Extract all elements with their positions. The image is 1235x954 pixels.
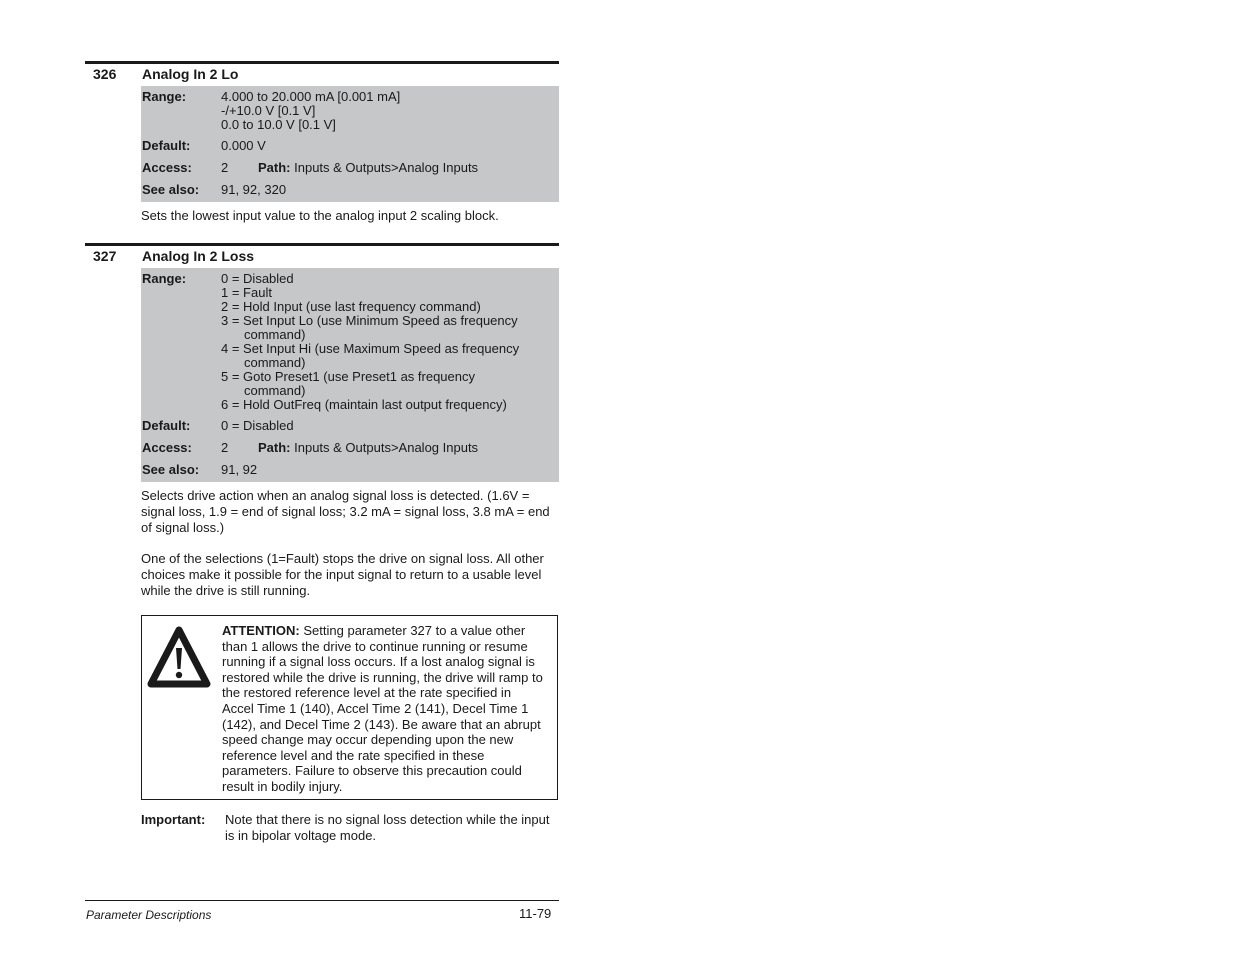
warning-triangle-icon (145, 624, 213, 690)
range-line: 4 = Set Input Hi (use Maximum Speed as frequency (221, 341, 520, 356)
path-label: Path: (258, 440, 291, 455)
attention-text (222, 623, 544, 795)
range-line: 1 = Fault (221, 285, 272, 300)
page-number: 11-79 (519, 906, 552, 921)
param-name: Analog In 2 Lo (142, 66, 239, 82)
default-label: Default: (142, 138, 191, 153)
attention-body: Setting parameter 327 to a value other than 1 allows the drive to continue running or resume running if a signal loss occurs. If a lost analog signal is restored while the drive is running, the drive will ramp to the restored reference level at the rate specified in Accel Time 1 (140), Accel Time 2 (141), Decel Time 1 (142), and Decel Time 2 (143). Be aware that an abrupt speed change may occur depending upon the new reference level and the rate specified in these parameters. Failure to observe this precaution could result in bodily injury. (222, 623, 543, 794)
range-line: 6 = Hold OutFreq (maintain last output frequency) (221, 397, 507, 412)
default-label: Default: (142, 418, 191, 433)
range-line: 3 = Set Input Lo (use Minimum Speed as frequency (221, 313, 518, 328)
range-line: 0 = Disabled (221, 271, 294, 286)
seealso-label: See also: (142, 182, 200, 197)
access-value: 2 (221, 440, 229, 455)
param-number: 327 (93, 248, 117, 264)
attention-heading: ATTENTION: (222, 623, 300, 638)
range-values (221, 90, 400, 132)
param-name: Analog In 2 Loss (142, 248, 255, 264)
param-number: 326 (93, 66, 117, 82)
range-line: command) (244, 327, 306, 342)
default-value: 0.000 V (221, 138, 266, 153)
seealso-label: See also: (142, 462, 200, 477)
access-value: 2 (221, 160, 229, 175)
range-label: Range: (142, 89, 187, 104)
section-rule-327 (85, 243, 559, 246)
access-label: Access: (142, 440, 192, 455)
param-description: Sets the lowest input value to the analog input 2 scaling block. (141, 208, 499, 223)
seealso-value: 91, 92 (221, 462, 258, 477)
path-value: Inputs & Outputs>Analog Inputs (294, 440, 479, 455)
param-description: Selects drive action when an analog signal loss is detected. (1.6V = signal loss, 1.9 = end of signal loss; 3.2 mA = signal loss, 3.8 mA = end of signal loss.) (141, 488, 550, 535)
footer-rule (85, 900, 559, 901)
range-line: 5 = Goto Preset1 (use Preset1 as frequency (221, 369, 476, 384)
footer-section-title: Parameter Descriptions (86, 908, 212, 922)
default-value: 0 = Disabled (221, 418, 294, 433)
range-line: 2 = Hold Input (use last frequency command) (221, 299, 481, 314)
access-label: Access: (142, 160, 192, 175)
path (258, 441, 478, 455)
range-line: 0.0 to 10.0 V [0.1 V] (221, 117, 336, 132)
range-label: Range: (142, 271, 187, 286)
range-line: command) (244, 383, 306, 398)
range-line: 4.000 to 20.000 mA [0.001 mA] (221, 89, 401, 104)
important-text: Note that there is no signal loss detection while the input is in bipolar voltage mode. (225, 812, 550, 843)
range-values (221, 272, 519, 412)
path-label: Path: (258, 160, 291, 175)
range-line: command) (244, 355, 306, 370)
seealso-value: 91, 92, 320 (221, 182, 287, 197)
range-line: -/+10.0 V [0.1 V] (221, 103, 316, 118)
important-label: Important: (141, 812, 206, 827)
path (258, 161, 478, 175)
param-description: One of the selections (1=Fault) stops the drive on signal loss. All other choices make it possible for the input signal to return to a usable level while the drive is still running. (141, 551, 544, 598)
path-value: Inputs & Outputs>Analog Inputs (294, 160, 479, 175)
section-rule-326 (85, 61, 559, 64)
